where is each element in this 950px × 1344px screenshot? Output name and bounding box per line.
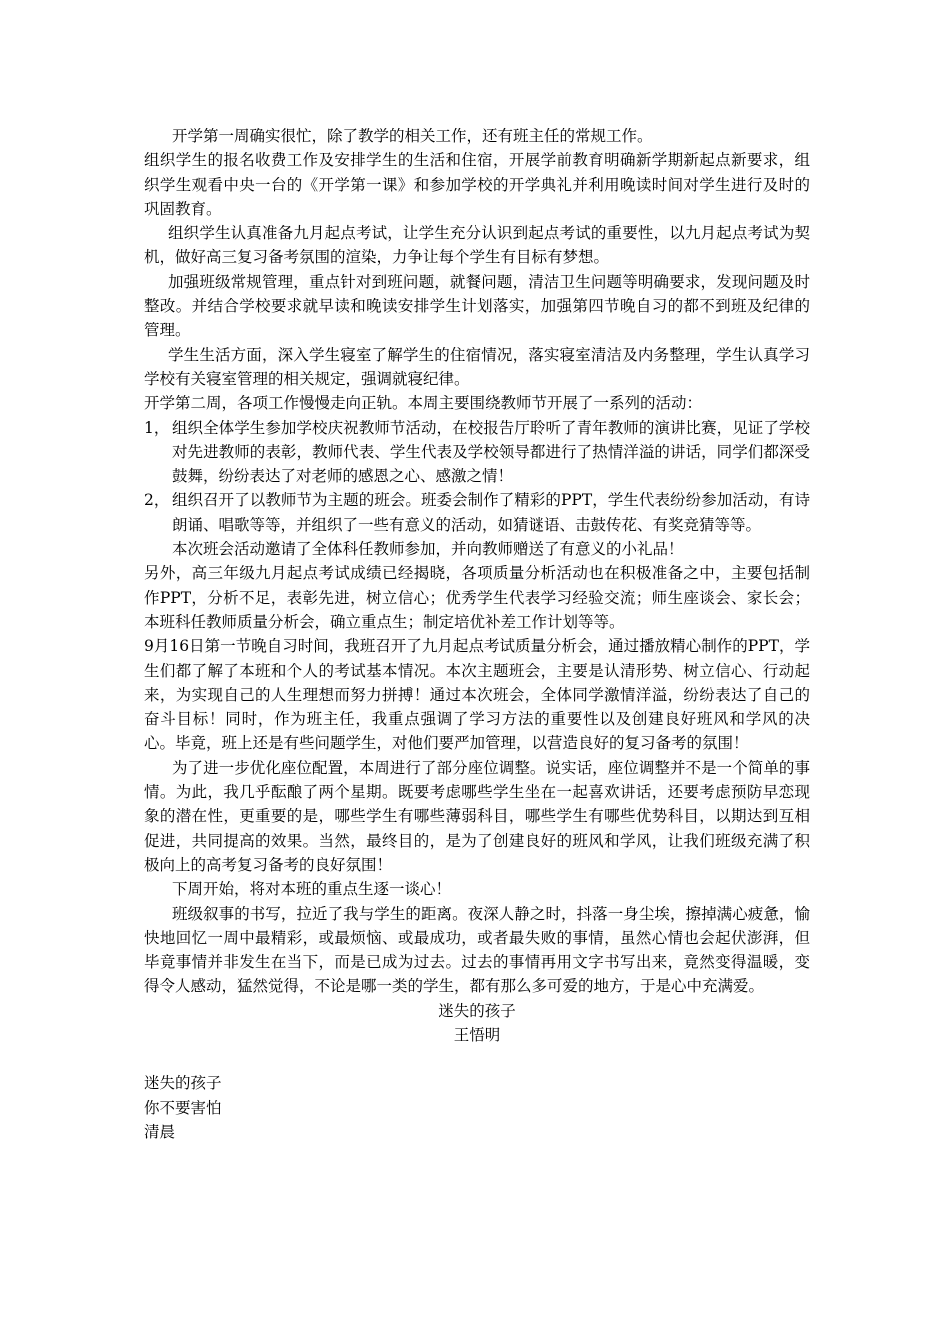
list-number: 1，	[144, 418, 170, 437]
paragraph: 班级叙事的书写，拉近了我与学生的距离。夜深人静之时，抖落一身尘埃，擦掉满心疲惫，愉快地回忆一周中最精彩，或最烦恼、或最成功，或者最失败的事情，虽然心情也会起伏澎湃，但毕竟事情并非发生在当下，而是已成为过去。过去的事情再用文字书写出来，竟然变得温暖，变得令人感动，猛然觉得，不论是哪一类的学生，都有那么多可爱的地方，于是心中充满爱。	[144, 904, 810, 996]
list-item	[144, 488, 810, 537]
list-number: 2，	[144, 491, 170, 510]
paragraph: 另外，高三年级九月起点考试成绩已经揭晓，各项质量分析活动也在积极准备之中，主要包括制作PPT，分析不足，表彰先进，树立信心；优秀学生代表学习经验交流；师生座谈会、家长会；本班科任教师质量分析会，确立重点生；制定培优补差工作计划等等。	[144, 564, 810, 631]
paragraph: 加强班级常规管理，重点针对到班问题，就餐问题，清洁卫生问题等明确要求，发现问题及时整改。并结合学校要求就早读和晚读安排学生计划落实，加强第四节晚自习的都不到班及纪律的管理。	[144, 272, 810, 340]
poem-line: 迷失的孩子	[144, 1074, 222, 1093]
paragraph: 本次班会活动邀请了全体科任教师参加，并向教师赠送了有意义的小礼品！	[172, 540, 684, 559]
document-page	[144, 124, 810, 1144]
paragraph: 9月16日第一节晚自习时间，我班召开了九月起点考试质量分析会，通过播放精心制作的PPT，学生们都了解了本班和个人的考试基本情况。本次主题班会，主要是认清形势、树立信心、行动起来，为实现自己的人生理想而努力拼搏！通过本次班会，全体同学激情洋溢，纷纷表达了自己的奋斗目标！同时，作为班主任，我重点强调了学习方法的重要性以及创建良好班风和学风的决心。毕竟，班上还是有些问题学生，对他们要严加管理，以营造良好的复习备考的氛围！	[144, 637, 810, 753]
list-text: 组织全体学生参加学校庆祝教师节活动，在校报告厅聆听了青年教师的演讲比赛，见证了学校对先进教师的表彰，教师代表、学生代表及学校领导都进行了热情洋溢的讲话，同学们都深受鼓舞，纷纷表达了对老师的感恩之心、感激之情！	[172, 418, 810, 486]
poem-author: 王悟明	[453, 1025, 501, 1044]
paragraph: 组织学生的报名收费工作及安排学生的生活和住宿，开展学前教育明确新学期新起点新要求，组织学生观看中央一台的《开学第一课》和参加学校的开学典礼并利用晚读时间对学生进行及时的巩固教育。	[144, 151, 810, 218]
poem-line: 清晨	[144, 1122, 176, 1141]
poem-title: 迷失的孩子	[438, 1001, 516, 1020]
paragraph: 为了进一步优化座位配置，本周进行了部分座位调整。说实话，座位调整并不是一个简单的事情。为此，我几乎酝酿了两个星期。既要考虑哪些学生坐在一起喜欢讲话，还要考虑预防早恋现象的潜在性，更重要的是，哪些学生有哪些薄弱科目，哪些学生有哪些优势科目，以期达到互相促进，共同提高的效果。当然，最终目的，是为了创建良好的班风和学风，让我们班级充满了积极向上的高考复习备考的良好氛围！	[144, 758, 810, 874]
list-item	[144, 416, 810, 489]
spacer	[144, 1047, 810, 1071]
paragraph: 学生生活方面，深入学生寝室了解学生的住宿情况，落实寝室清洁及内务整理，学生认真学习学校有关寝室管理的相关规定，强调就寝纪律。	[144, 345, 810, 388]
poem-line: 你不要害怕	[144, 1098, 222, 1117]
paragraph: 下周开始，将对本班的重点生逐一谈心！	[172, 880, 452, 899]
paragraph: 开学第二周，各项工作慢慢走向正轨。本周主要围绕教师节开展了一系列的活动：	[144, 394, 703, 413]
paragraph: 开学第一周确实很忙，除了教学的相关工作，还有班主任的常规工作。	[172, 127, 653, 145]
list-text: 组织召开了以教师节为主题的班会。班委会制作了精彩的PPT，学生代表纷纷参加活动，有诗朗诵、唱歌等等，并组织了一些有意义的活动，如猜谜语、击鼓传花、有奖竞猜等等。	[172, 491, 810, 534]
paragraph: 组织学生认真准备九月起点考试，让学生充分认识到起点考试的重要性，以九月起点考试为契机，做好高三复习备考氛围的渲染，力争让每个学生有目标有梦想。	[144, 224, 810, 267]
